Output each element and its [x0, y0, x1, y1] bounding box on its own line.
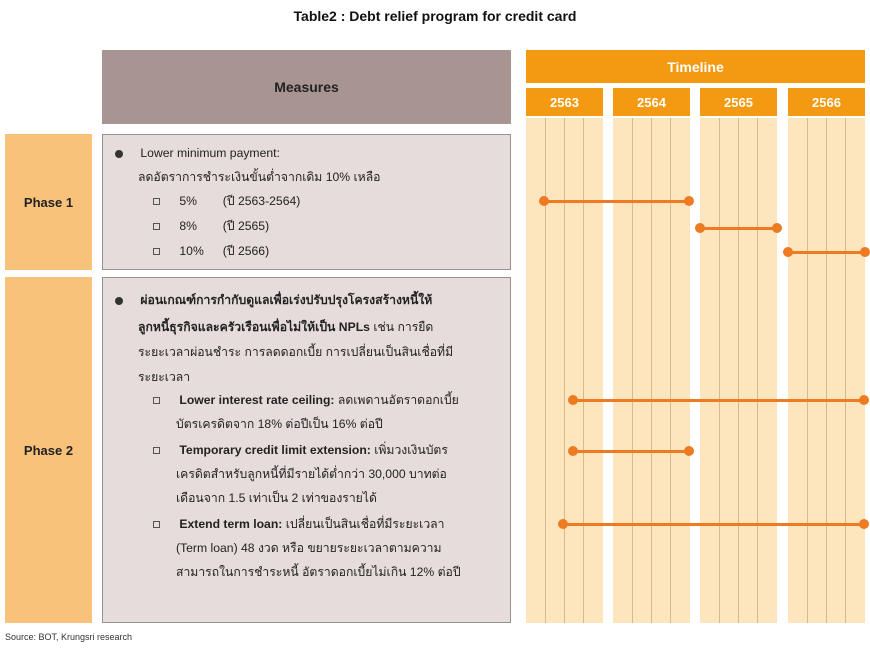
square-bullet-icon: [153, 521, 160, 528]
timeline-bar-interest-ceiling: [573, 399, 865, 402]
phase2-item-rest: เปลี่ยนเป็นสินเชื่อที่มีระยะเวลา: [282, 517, 445, 531]
phase2-intro-line2-rest: เช่น การยืด: [369, 320, 434, 334]
phase2-item-rest: เพิ่มวงเงินบัตร: [370, 443, 448, 457]
phase-2-measures-box: [102, 277, 511, 623]
timeline-bar-8pct: [700, 227, 777, 230]
timeline-end-dot: [859, 519, 869, 529]
phase2-intro-line1: ผ่อนเกณฑ์การกำกับดูแลเพื่อเร่งปรับปรุงโครงสร้างหนี้ให้: [140, 293, 433, 307]
timeline-column-2563: [526, 118, 603, 623]
phase-1-measures-box: [102, 134, 511, 270]
bullet-icon: [115, 150, 123, 158]
phase2-item-line: บัตรเครดิตจาก 18% ต่อปีเป็น 16% ต่อปี: [176, 417, 383, 431]
phase2-item-line: สามารถในการชำระหนี้ อัตราดอกเบี้ยไม่เกิน 12% ต่อปี: [176, 565, 461, 579]
timeline-end-dot: [684, 196, 694, 206]
timeline-start-dot: [568, 446, 578, 456]
square-bullet-icon: [153, 248, 160, 255]
square-bullet-icon: [153, 447, 160, 454]
timeline-column-2564: [613, 118, 690, 623]
phase1-item-value: 10%: [179, 244, 204, 258]
phase2-item-line: เครดิตสำหรับลูกหนี้ที่มีรายได้ต่ำกว่า 30,000 บาทต่อ: [176, 467, 447, 481]
timeline-column-2565: [700, 118, 777, 623]
phase1-item-period: (ปี 2566): [222, 244, 270, 258]
measures-header: Measures: [102, 50, 511, 124]
timeline-start-dot: [558, 519, 568, 529]
timeline-column-2566: [788, 118, 865, 623]
timeline-bar-term-loan: [563, 523, 865, 526]
phase1-item-value: 5%: [179, 194, 198, 208]
phase1-item-value: 8%: [179, 219, 198, 233]
source-note: Source: BOT, Krungsri research: [5, 632, 133, 642]
timeline-start-dot: [783, 247, 793, 257]
year-header-2566: 2566: [788, 88, 865, 116]
timeline-start-dot: [539, 196, 549, 206]
timeline-start-dot: [568, 395, 578, 405]
year-header-2563: 2563: [526, 88, 603, 116]
phase1-heading: Lower minimum payment:: [140, 146, 280, 160]
table-title: Table2 : Debt relief program for credit card: [293, 8, 577, 24]
timeline-bar-5pct: [544, 200, 689, 203]
phase2-item-title: Temporary credit limit extension:: [179, 443, 371, 457]
year-header-2564: 2564: [613, 88, 690, 116]
timeline-end-dot: [684, 446, 694, 456]
bullet-icon: [115, 297, 123, 305]
timeline-bar-10pct: [788, 251, 865, 254]
timeline-end-dot: [772, 223, 782, 233]
square-bullet-icon: [153, 397, 160, 404]
phase1-item-period: (ปี 2563-2564): [222, 194, 301, 208]
year-header-2565: 2565: [700, 88, 777, 116]
square-bullet-icon: [153, 198, 160, 205]
phase2-item-line: (Term loan) 48 งวด หรือ ขยายระยะเวลาตามความ: [176, 541, 442, 555]
phase1-description: ลดอัตราการชำระเงินขั้นต่ำจากเดิม 10% เหลือ: [138, 170, 381, 184]
phase2-intro-line4: ระยะเวลา: [138, 370, 191, 384]
square-bullet-icon: [153, 223, 160, 230]
phase-1-label: Phase 1: [5, 134, 92, 270]
timeline-bar-credit-limit: [573, 450, 689, 453]
phase2-item-title: Lower interest rate ceiling:: [179, 393, 335, 407]
phase2-item-title: Extend term loan:: [179, 517, 283, 531]
phase1-item-period: (ปี 2565): [222, 219, 270, 233]
phase2-intro-line2-bold: ลูกหนี้ธุรกิจและครัวเรือนเพื่อไม่ให้เป็น NPLs: [138, 320, 370, 334]
timeline-header: Timeline: [526, 50, 865, 83]
phase-2-label: Phase 2: [5, 277, 92, 623]
timeline-end-dot: [859, 395, 869, 405]
phase2-item-rest: ลดเพดานอัตราดอกเบี้ย: [334, 393, 459, 407]
timeline-start-dot: [695, 223, 705, 233]
timeline-end-dot: [860, 247, 870, 257]
phase2-intro-line3: ระยะเวลาผ่อนชำระ การลดดอกเบี้ย การเปลี่ยนเป็นสินเชื่อที่มี: [138, 345, 454, 359]
phase2-item-line: เดือนจาก 1.5 เท่าเป็น 2 เท่าของรายได้: [176, 491, 377, 505]
